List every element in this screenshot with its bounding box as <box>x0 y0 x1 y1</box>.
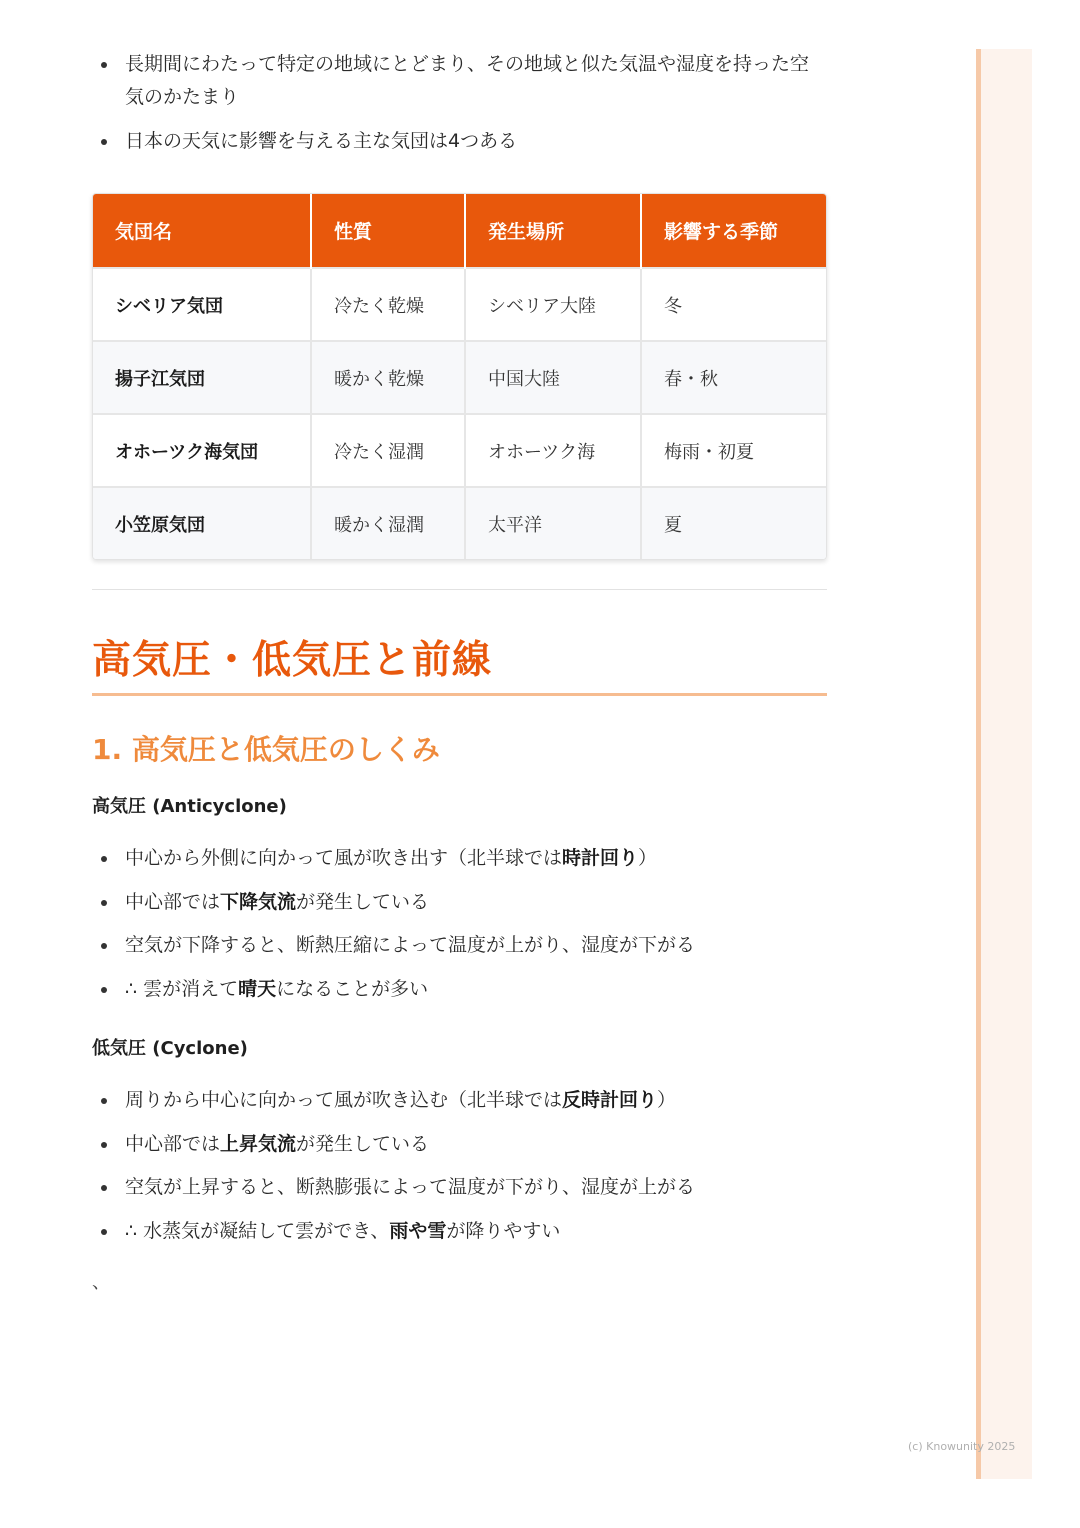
bullet-dot <box>101 1098 107 1104</box>
stray-punctuation-mark: 、 <box>92 1272 110 1293</box>
bullet-dot <box>101 1229 107 1235</box>
bullet-text: 中心部では <box>125 1132 221 1155</box>
cyclone-bullet <box>92 1171 827 1204</box>
intro-bullet <box>92 125 827 158</box>
anticyclone-bullet <box>92 929 827 962</box>
season-cell: 春・秋 <box>641 341 826 414</box>
anticyclone-bullet-list <box>92 842 827 1016</box>
bullet-text: ） <box>657 1089 677 1111</box>
copyright-notice: (c) Knowunity 2025 <box>908 1440 1016 1453</box>
air-mass-name-cell: シベリア気団 <box>93 268 311 341</box>
air-mass-name-cell: オホーツク海気団 <box>93 414 311 487</box>
bullet-dot <box>101 987 107 993</box>
bullet-dot <box>101 900 107 906</box>
cyclone-bullet <box>92 1128 827 1161</box>
bullet-text: ） <box>638 847 658 869</box>
bullet-dot <box>101 1142 107 1148</box>
origin-cell: 太平洋 <box>465 487 641 559</box>
right-margin-line <box>976 49 981 1479</box>
bullet-text: ∴ 水蒸気が凝結して雲ができ、 <box>125 1219 390 1242</box>
season-cell: 夏 <box>641 487 826 559</box>
origin-cell: シベリア大陸 <box>465 268 641 341</box>
origin-cell: 中国大陸 <box>465 341 641 414</box>
bullet-text: 周りから中心に向かって風が吹き込む（北半球では <box>125 1089 563 1111</box>
anticyclone-heading: 高気圧 (Anticyclone) <box>92 796 287 817</box>
section-title: 高気圧・低気圧と前線 <box>92 638 493 683</box>
bullet-dot <box>101 856 107 862</box>
bullet-text: 中心から外側に向かって風が吹き出す（北半球では <box>125 847 563 869</box>
property-cell: 暖かく乾燥 <box>311 341 465 414</box>
bullet-emphasis: 時計回り <box>562 847 639 869</box>
property-cell: 暖かく湿潤 <box>311 487 465 559</box>
bullet-emphasis: 下降気流 <box>220 890 297 913</box>
section-title-underline <box>92 693 827 696</box>
bullet-text: になることが多い <box>276 977 429 1000</box>
bullet-text: 空気が下降すると、断熱圧縮によって温度が上がり、湿度が下がる <box>125 934 696 956</box>
section-divider <box>92 589 827 590</box>
table-row <box>93 414 826 487</box>
bullet-dot <box>101 62 107 68</box>
season-cell: 冬 <box>641 268 826 341</box>
column-header: 気団名 <box>93 194 311 268</box>
section-subtitle: 1. 高気圧と低気圧のしくみ <box>92 733 440 766</box>
table-row <box>93 487 826 559</box>
bullet-emphasis: 上昇気流 <box>220 1132 297 1155</box>
cyclone-bullet-list <box>92 1084 827 1258</box>
bullet-text: 空気が上昇すると、断熱膨張によって温度が下がり、湿度が上がる <box>125 1176 696 1198</box>
anticyclone-bullet <box>92 842 827 875</box>
cyclone-bullet <box>92 1084 827 1117</box>
bullet-dot <box>101 139 107 145</box>
origin-cell: オホーツク海 <box>465 414 641 487</box>
bullet-emphasis: 晴天 <box>238 977 277 1000</box>
table-row <box>93 268 826 341</box>
bullet-text: ∴ 雲が消えて <box>125 977 239 1000</box>
air-mass-table <box>92 193 827 560</box>
column-header: 性質 <box>311 194 465 268</box>
table-header-row <box>93 194 826 268</box>
bullet-emphasis: 雨や雪 <box>389 1219 447 1242</box>
anticyclone-bullet <box>92 886 827 919</box>
column-header: 発生場所 <box>465 194 641 268</box>
cyclone-bullet <box>92 1215 827 1248</box>
property-cell: 冷たく乾燥 <box>311 268 465 341</box>
air-mass-name-cell: 揚子江気団 <box>93 341 311 414</box>
bullet-dot <box>101 1185 107 1191</box>
right-margin-panel <box>976 49 1032 1479</box>
cyclone-heading: 低気圧 (Cyclone) <box>92 1038 248 1059</box>
property-cell: 冷たく湿潤 <box>311 414 465 487</box>
bullet-text: が降りやすい <box>446 1219 561 1242</box>
bullet-text: が発生している <box>296 890 430 913</box>
intro-bullet <box>92 48 827 114</box>
bullet-text: が発生している <box>296 1132 430 1155</box>
table-row <box>93 341 826 414</box>
bullet-emphasis: 反時計回り <box>562 1089 658 1111</box>
anticyclone-bullet <box>92 973 827 1006</box>
air-mass-name-cell: 小笠原気団 <box>93 487 311 559</box>
season-cell: 梅雨・初夏 <box>641 414 826 487</box>
intro-bullet-list <box>92 48 827 169</box>
intro-bullet-text: 長期間にわたって特定の地域にとどまり、その地域と似た気温や湿度を持った空気のかたまり <box>125 53 810 108</box>
intro-bullet-text: 日本の天気に影響を与える主な気団は4つある <box>125 130 518 152</box>
bullet-text: 中心部では <box>125 890 221 913</box>
column-header: 影響する季節 <box>641 194 826 268</box>
bullet-dot <box>101 943 107 949</box>
